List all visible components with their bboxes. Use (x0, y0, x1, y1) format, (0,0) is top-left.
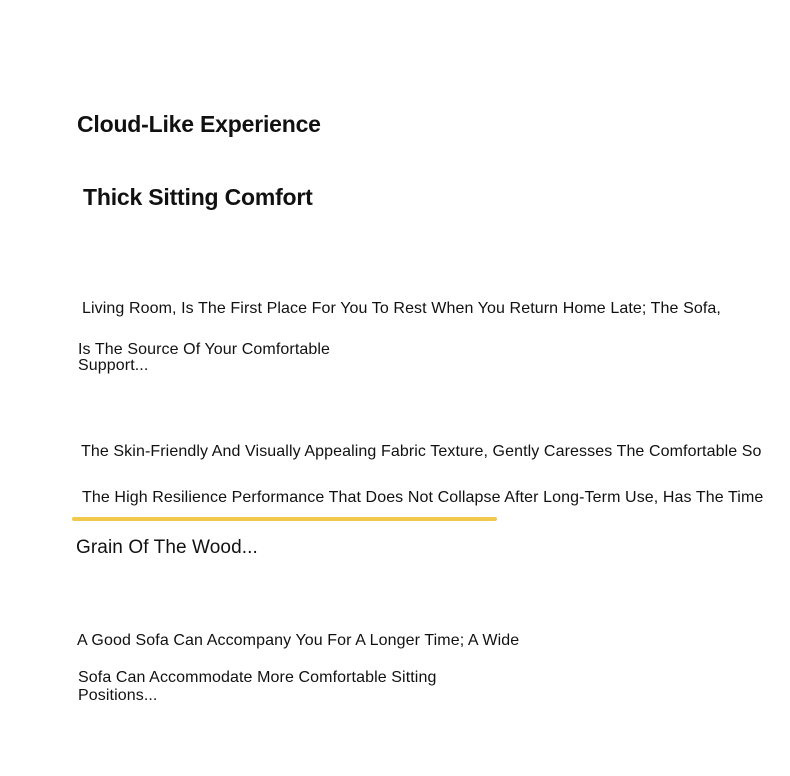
living-room-text-line-1: Living Room, Is The First Place For You To Rest When You Return Home Late; The Sofa, (82, 300, 721, 317)
living-room-text-line-2: Is The Source Of Your Comfortable (78, 341, 331, 358)
heading-cloud-like-experience: Cloud-Like Experience (77, 111, 321, 137)
resilience-text: The High Resilience Performance That Does Not Collapse After Long-Term Use, Has The Time (82, 489, 764, 506)
fabric-texture-text: The Skin-Friendly And Visually Appealing Fabric Texture, Gently Caresses The Comfortable So (81, 443, 762, 460)
wood-grain-text: Grain Of The Wood... (76, 537, 258, 558)
accent-bar (72, 517, 497, 521)
good-sofa-text-line-2: Sofa Can Accommodate More Comfortable Sitting (78, 669, 437, 686)
good-sofa-text-line-1: A Good Sofa Can Accompany You For A Longer Time; A Wide (77, 632, 520, 649)
living-room-text-line-3: Support... (78, 357, 149, 374)
heading-thick-sitting-comfort: Thick Sitting Comfort (83, 184, 313, 210)
good-sofa-text-line-3: Positions... (78, 687, 158, 704)
